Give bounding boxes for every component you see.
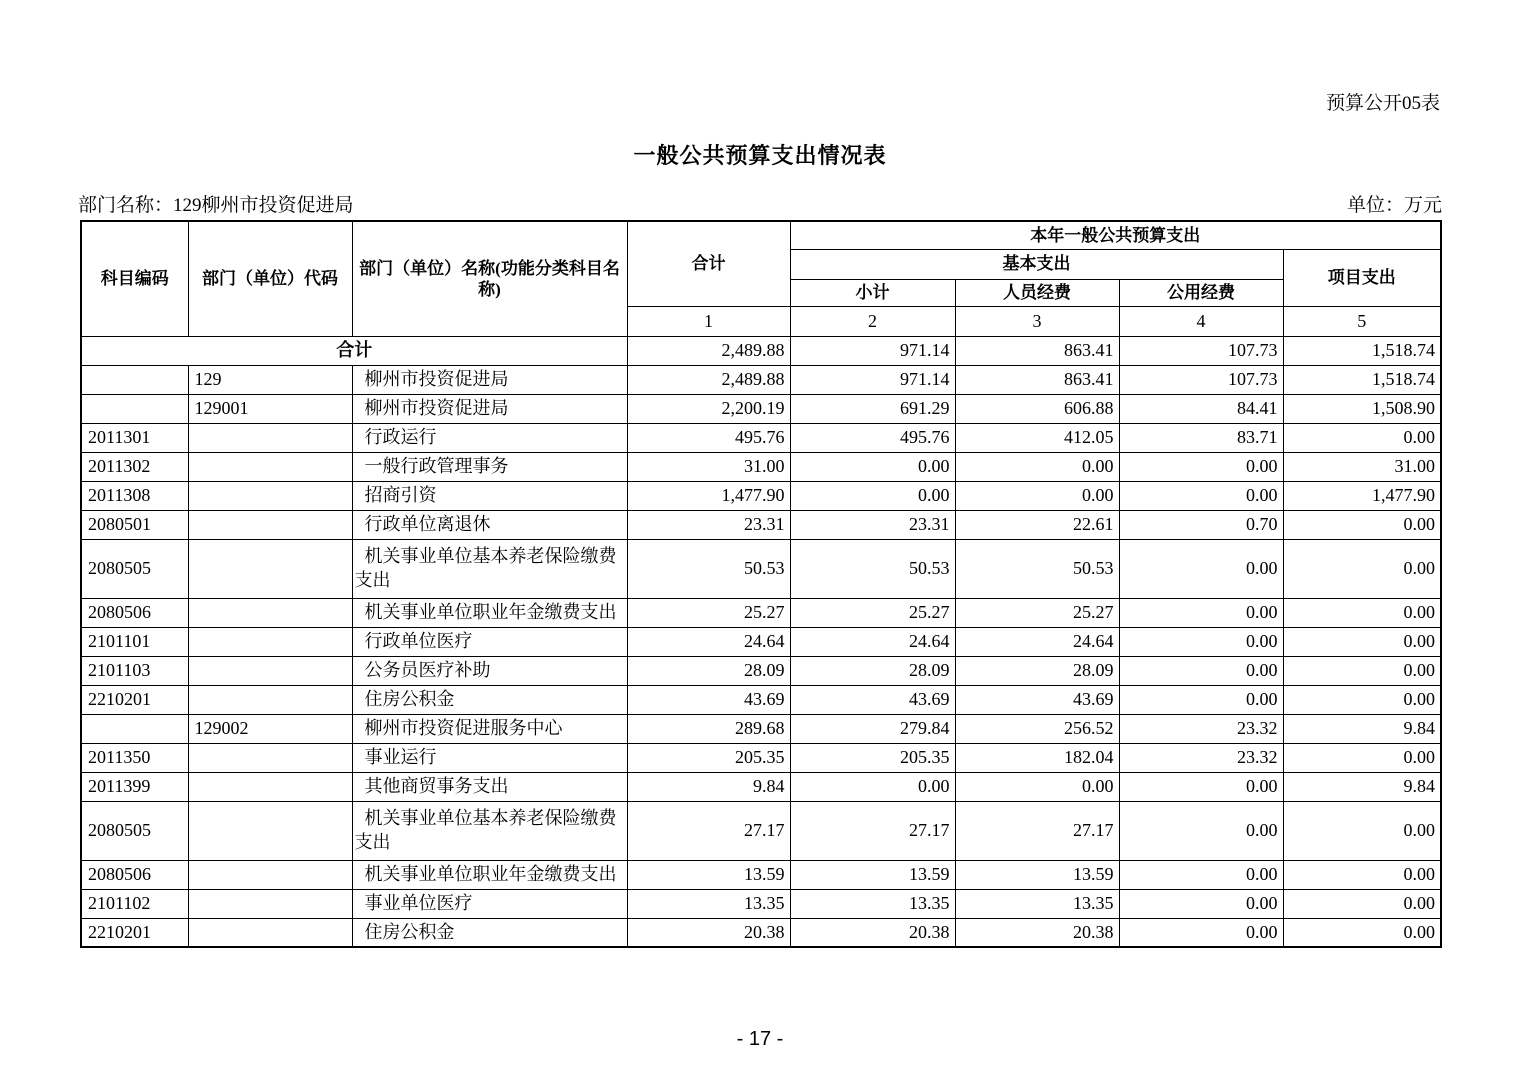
cell-total: 28.09 — [627, 656, 790, 685]
cell-personnel: 0.00 — [955, 772, 1119, 801]
col-header-total: 合计 — [627, 221, 790, 306]
cell-subject-code: 2011302 — [81, 452, 188, 481]
cell-basic-subtotal: 23.31 — [790, 510, 955, 539]
table-row — [81, 860, 1441, 889]
cell-dept-code — [188, 860, 352, 889]
cell-personnel: 13.59 — [955, 860, 1119, 889]
cell-dept-code: 129001 — [188, 394, 352, 423]
cell-name: 机关事业单位基本养老保险缴费支出 — [352, 539, 627, 598]
cell-total: 495.76 — [627, 423, 790, 452]
cell-public-funds: 0.00 — [1119, 656, 1283, 685]
cell-public-funds: 0.00 — [1119, 860, 1283, 889]
cell-subject-code: 2011399 — [81, 772, 188, 801]
cell-basic-subtotal: 0.00 — [790, 772, 955, 801]
cell-name: 招商引资 — [352, 481, 627, 510]
cell-personnel: 0.00 — [955, 481, 1119, 510]
cell-dept-code — [188, 685, 352, 714]
cell-project: 1,518.74 — [1283, 336, 1441, 365]
cell-total: 13.35 — [627, 889, 790, 918]
cell-project: 0.00 — [1283, 889, 1441, 918]
cell-total: 23.31 — [627, 510, 790, 539]
table-row — [81, 685, 1441, 714]
cell-project: 0.00 — [1283, 539, 1441, 598]
cell-basic-subtotal: 279.84 — [790, 714, 955, 743]
col-header-project: 项目支出 — [1283, 249, 1441, 306]
cell-name: 行政运行 — [352, 423, 627, 452]
col-header-public: 公用经费 — [1119, 279, 1283, 306]
cell-public-funds: 0.00 — [1119, 889, 1283, 918]
cell-basic-subtotal: 43.69 — [790, 685, 955, 714]
table-row — [81, 714, 1441, 743]
cell-total-label: 合计 — [81, 336, 627, 365]
cell-subject-code: 2080505 — [81, 539, 188, 598]
cell-subject-code: 2101103 — [81, 656, 188, 685]
cell-dept-code — [188, 452, 352, 481]
col-header-subject-code: 科目编码 — [81, 221, 188, 336]
cell-personnel: 182.04 — [955, 743, 1119, 772]
cell-basic-subtotal: 20.38 — [790, 918, 955, 947]
cell-project: 0.00 — [1283, 627, 1441, 656]
cell-dept-code — [188, 889, 352, 918]
cell-project: 0.00 — [1283, 685, 1441, 714]
table-row — [81, 539, 1441, 598]
cell-subject-code: 2011308 — [81, 481, 188, 510]
cell-personnel: 0.00 — [955, 452, 1119, 481]
cell-subject-code: 2210201 — [81, 918, 188, 947]
cell-basic-subtotal: 205.35 — [790, 743, 955, 772]
cell-total: 2,489.88 — [627, 365, 790, 394]
cell-subject-code — [81, 365, 188, 394]
cell-name: 柳州市投资促进局 — [352, 365, 627, 394]
cell-total: 1,477.90 — [627, 481, 790, 510]
cell-public-funds: 84.41 — [1119, 394, 1283, 423]
cell-name: 公务员医疗补助 — [352, 656, 627, 685]
cell-basic-subtotal: 28.09 — [790, 656, 955, 685]
cell-total: 31.00 — [627, 452, 790, 481]
cell-dept-code — [188, 481, 352, 510]
cell-public-funds: 0.00 — [1119, 801, 1283, 860]
cell-personnel: 412.05 — [955, 423, 1119, 452]
cell-basic-subtotal: 13.59 — [790, 860, 955, 889]
col-header-year-budget: 本年一般公共预算支出 — [790, 221, 1441, 249]
col-number-4: 4 — [1119, 306, 1283, 336]
cell-name: 事业单位医疗 — [352, 889, 627, 918]
cell-dept-code — [188, 627, 352, 656]
cell-total: 13.59 — [627, 860, 790, 889]
cell-subject-code: 2080501 — [81, 510, 188, 539]
page-number: - 17 - — [736, 1028, 784, 1050]
col-header-dept-code: 部门（单位）代码 — [188, 221, 352, 336]
cell-public-funds: 0.00 — [1119, 685, 1283, 714]
cell-name: 住房公积金 — [352, 685, 627, 714]
table-row — [81, 598, 1441, 627]
cell-personnel: 22.61 — [955, 510, 1119, 539]
cell-total: 50.53 — [627, 539, 790, 598]
cell-personnel: 606.88 — [955, 394, 1119, 423]
cell-personnel: 25.27 — [955, 598, 1119, 627]
cell-total: 2,489.88 — [627, 336, 790, 365]
cell-dept-code — [188, 510, 352, 539]
meta-row — [78, 190, 1442, 217]
table-row — [81, 452, 1441, 481]
cell-subject-code: 2011301 — [81, 423, 188, 452]
cell-project: 9.84 — [1283, 714, 1441, 743]
table-row — [81, 365, 1441, 394]
cell-name: 事业运行 — [352, 743, 627, 772]
table-row — [81, 394, 1441, 423]
table-row — [81, 889, 1441, 918]
cell-basic-subtotal: 971.14 — [790, 365, 955, 394]
cell-total: 25.27 — [627, 598, 790, 627]
table-row — [81, 423, 1441, 452]
cell-name: 一般行政管理事务 — [352, 452, 627, 481]
cell-name: 行政单位医疗 — [352, 627, 627, 656]
col-number-5: 5 — [1283, 306, 1441, 336]
cell-public-funds: 0.00 — [1119, 772, 1283, 801]
cell-project: 1,477.90 — [1283, 481, 1441, 510]
cell-personnel: 863.41 — [955, 336, 1119, 365]
table-row — [81, 918, 1441, 947]
cell-project: 0.00 — [1283, 743, 1441, 772]
table-row — [81, 772, 1441, 801]
cell-subject-code: 2101102 — [81, 889, 188, 918]
col-header-subtotal: 小计 — [790, 279, 955, 306]
cell-personnel: 863.41 — [955, 365, 1119, 394]
cell-dept-code — [188, 743, 352, 772]
cell-subject-code: 2080506 — [81, 598, 188, 627]
cell-basic-subtotal: 0.00 — [790, 452, 955, 481]
cell-personnel: 13.35 — [955, 889, 1119, 918]
cell-dept-code — [188, 918, 352, 947]
cell-public-funds: 0.00 — [1119, 627, 1283, 656]
table-row — [81, 510, 1441, 539]
cell-subject-code: 2080506 — [81, 860, 188, 889]
cell-subject-code: 2011350 — [81, 743, 188, 772]
col-header-basic: 基本支出 — [790, 249, 1283, 279]
cell-project: 31.00 — [1283, 452, 1441, 481]
cell-project: 0.00 — [1283, 423, 1441, 452]
table-row — [81, 743, 1441, 772]
cell-project: 0.00 — [1283, 510, 1441, 539]
cell-personnel: 27.17 — [955, 801, 1119, 860]
table-row — [81, 481, 1441, 510]
cell-subject-code: 2210201 — [81, 685, 188, 714]
cell-name: 柳州市投资促进服务中心 — [352, 714, 627, 743]
col-header-dept-name: 部门（单位）名称(功能分类科目名称) — [352, 221, 627, 336]
cell-public-funds: 0.70 — [1119, 510, 1283, 539]
cell-project: 1,508.90 — [1283, 394, 1441, 423]
cell-public-funds: 107.73 — [1119, 336, 1283, 365]
col-number-3: 3 — [955, 306, 1119, 336]
cell-basic-subtotal: 13.35 — [790, 889, 955, 918]
cell-subject-code — [81, 394, 188, 423]
cell-public-funds: 107.73 — [1119, 365, 1283, 394]
cell-public-funds: 23.32 — [1119, 714, 1283, 743]
cell-subject-code — [81, 714, 188, 743]
cell-public-funds: 83.71 — [1119, 423, 1283, 452]
table-header — [81, 221, 1441, 336]
cell-dept-code — [188, 772, 352, 801]
cell-total: 20.38 — [627, 918, 790, 947]
table-row — [81, 801, 1441, 860]
cell-name: 住房公积金 — [352, 918, 627, 947]
cell-total: 24.64 — [627, 627, 790, 656]
cell-project: 1,518.74 — [1283, 365, 1441, 394]
table-body — [81, 336, 1441, 947]
cell-dept-code: 129 — [188, 365, 352, 394]
col-header-personnel: 人员经费 — [955, 279, 1119, 306]
cell-subject-code: 2101101 — [81, 627, 188, 656]
cell-personnel: 24.64 — [955, 627, 1119, 656]
cell-project: 0.00 — [1283, 656, 1441, 685]
cell-public-funds: 0.00 — [1119, 918, 1283, 947]
cell-total: 43.69 — [627, 685, 790, 714]
cell-public-funds: 0.00 — [1119, 598, 1283, 627]
cell-project: 9.84 — [1283, 772, 1441, 801]
col-number-1: 1 — [627, 306, 790, 336]
header-row-1 — [81, 221, 1441, 249]
cell-basic-subtotal: 0.00 — [790, 481, 955, 510]
department-name-label: 部门名称：129柳州市投资促进局 — [78, 195, 354, 216]
cell-personnel: 256.52 — [955, 714, 1119, 743]
cell-public-funds: 0.00 — [1119, 452, 1283, 481]
cell-total: 9.84 — [627, 772, 790, 801]
cell-name: 柳州市投资促进局 — [352, 394, 627, 423]
cell-dept-code: 129002 — [188, 714, 352, 743]
unit-label: 单位：万元 — [1346, 195, 1442, 216]
cell-personnel: 20.38 — [955, 918, 1119, 947]
cell-name: 机关事业单位职业年金缴费支出 — [352, 598, 627, 627]
page-title: 一般公共预算支出情况表 — [633, 143, 887, 168]
cell-name: 其他商贸事务支出 — [352, 772, 627, 801]
cell-basic-subtotal: 50.53 — [790, 539, 955, 598]
col-number-2: 2 — [790, 306, 955, 336]
cell-basic-subtotal: 971.14 — [790, 336, 955, 365]
cell-basic-subtotal: 691.29 — [790, 394, 955, 423]
cell-name: 行政单位离退休 — [352, 510, 627, 539]
cell-dept-code — [188, 598, 352, 627]
cell-personnel: 28.09 — [955, 656, 1119, 685]
table-row — [81, 656, 1441, 685]
cell-total: 205.35 — [627, 743, 790, 772]
cell-personnel: 43.69 — [955, 685, 1119, 714]
cell-total: 289.68 — [627, 714, 790, 743]
cell-project: 0.00 — [1283, 801, 1441, 860]
cell-dept-code — [188, 656, 352, 685]
cell-basic-subtotal: 495.76 — [790, 423, 955, 452]
cell-total: 27.17 — [627, 801, 790, 860]
cell-subject-code: 2080505 — [81, 801, 188, 860]
cell-dept-code — [188, 423, 352, 452]
cell-public-funds: 0.00 — [1119, 539, 1283, 598]
cell-project: 0.00 — [1283, 860, 1441, 889]
cell-name: 机关事业单位职业年金缴费支出 — [352, 860, 627, 889]
cell-personnel: 50.53 — [955, 539, 1119, 598]
cell-project: 0.00 — [1283, 598, 1441, 627]
cell-dept-code — [188, 539, 352, 598]
cell-basic-subtotal: 25.27 — [790, 598, 955, 627]
cell-public-funds: 23.32 — [1119, 743, 1283, 772]
cell-project: 0.00 — [1283, 918, 1441, 947]
cell-dept-code — [188, 801, 352, 860]
cell-public-funds: 0.00 — [1119, 481, 1283, 510]
doc-form-label: 预算公开05表 — [1325, 93, 1440, 114]
table-row — [81, 336, 1441, 365]
table-row — [81, 627, 1441, 656]
cell-basic-subtotal: 27.17 — [790, 801, 955, 860]
cell-name: 机关事业单位基本养老保险缴费支出 — [352, 801, 627, 860]
budget-table — [80, 220, 1442, 948]
cell-basic-subtotal: 24.64 — [790, 627, 955, 656]
cell-total: 2,200.19 — [627, 394, 790, 423]
